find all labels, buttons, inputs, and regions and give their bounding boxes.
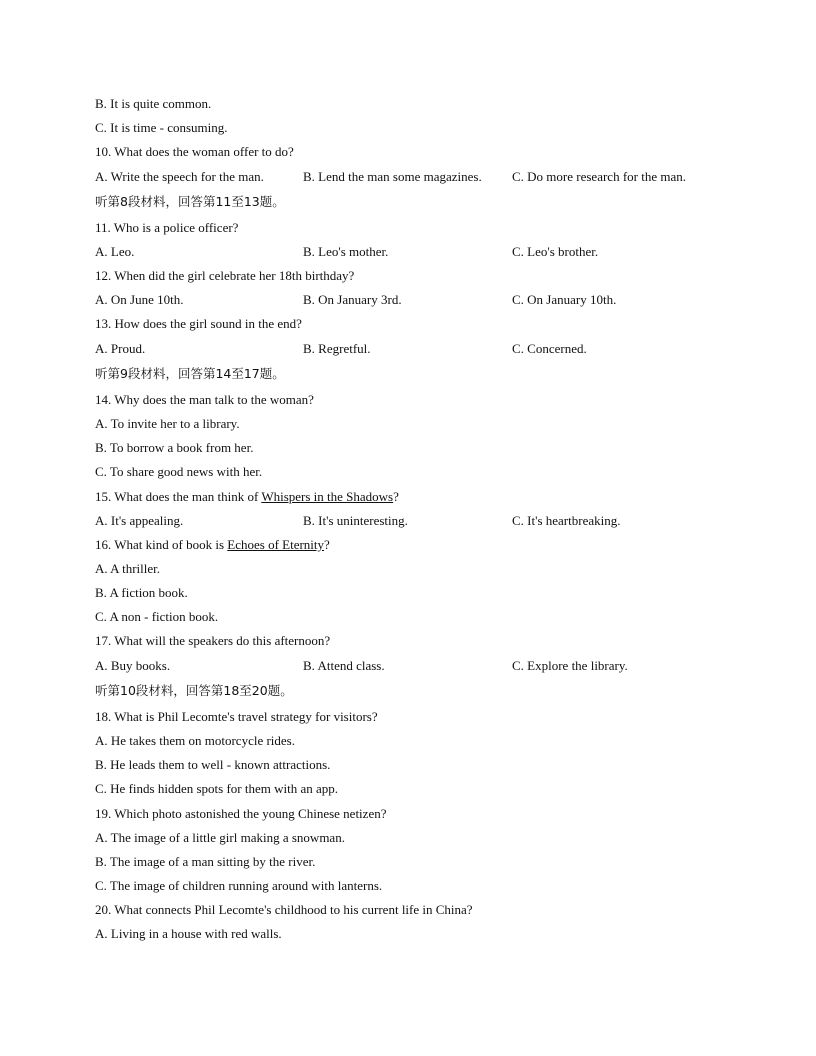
- question-18-stem: 18. What is Phil Lecomte's travel strategy for visitors?: [95, 709, 378, 724]
- question-16-stem: [95, 537, 330, 553]
- line-q9-c: C. It is time - consuming.: [95, 120, 228, 135]
- option-b: B. Leo's mother.: [303, 244, 389, 259]
- option-a: A. Proud.: [95, 341, 146, 356]
- option-c: C. Do more research for the man.: [512, 169, 686, 184]
- stem-end: ?: [324, 537, 330, 552]
- option-c: C. Leo's brother.: [512, 244, 599, 259]
- question-19-stem: 19. Which photo astonished the young Chinese netizen?: [95, 806, 387, 821]
- option-b: B. Regretful.: [303, 341, 371, 356]
- option-c: C. Explore the library.: [512, 658, 628, 673]
- question-20-option-a: A. Living in a house with red walls.: [95, 926, 282, 941]
- question-19-option-a: A. The image of a little girl making a snowman.: [95, 830, 345, 845]
- question-14-option-b: B. To borrow a book from her.: [95, 440, 254, 455]
- option-b: B. It's uninteresting.: [303, 513, 408, 528]
- book-title: Echoes of Eternity: [227, 537, 325, 552]
- question-16-option-c: C. A non - fiction book.: [95, 609, 219, 624]
- question-18-option-a: A. He takes them on motorcycle rides.: [95, 733, 295, 748]
- option-a: A. Write the speech for the man.: [95, 169, 264, 184]
- question-11-stem: 11. Who is a police officer?: [95, 220, 239, 235]
- question-20-stem: 20. What connects Phil Lecomte's childhood to his current life in China?: [95, 902, 473, 917]
- question-19-option-b: B. The image of a man sitting by the river.: [95, 854, 316, 869]
- option-a: A. Leo.: [95, 244, 135, 259]
- option-a: A. On June 10th.: [95, 292, 184, 307]
- question-16-option-b: B. A fiction book.: [95, 585, 188, 600]
- section-8-instruction: 听第8段材料，回答第11至13题。: [95, 194, 285, 209]
- question-16-option-a: A. A thriller.: [95, 561, 160, 576]
- book-title: Whispers in the Shadows: [261, 489, 394, 504]
- stem-text: 15. What does the man think of: [95, 489, 262, 504]
- option-b: B. Attend class.: [303, 658, 385, 673]
- question-15-stem: [95, 489, 399, 505]
- section-9-instruction: 听第9段材料，回答第14至17题。: [95, 366, 285, 381]
- question-14-option-a: A. To invite her to a library.: [95, 416, 240, 431]
- line-q9-b: B. It is quite common.: [95, 96, 212, 111]
- question-14-option-c: C. To share good news with her.: [95, 464, 263, 479]
- question-19-option-c: C. The image of children running around with lanterns.: [95, 878, 383, 893]
- option-c: C. It's heartbreaking.: [512, 513, 621, 528]
- stem-text: 16. What kind of book is: [95, 537, 228, 552]
- option-b: B. On January 3rd.: [303, 292, 402, 307]
- question-10-stem: 10. What does the woman offer to do?: [95, 144, 294, 159]
- question-12-stem: 12. When did the girl celebrate her 18th birthday?: [95, 268, 355, 283]
- question-18-option-b: B. He leads them to well - known attractions.: [95, 757, 331, 772]
- option-c: C. On January 10th.: [512, 292, 617, 307]
- question-17-stem: 17. What will the speakers do this afternoon?: [95, 633, 331, 648]
- question-13-stem: 13. How does the girl sound in the end?: [95, 316, 302, 331]
- stem-end: ?: [393, 489, 399, 504]
- option-a: A. Buy books.: [95, 658, 171, 673]
- option-c: C. Concerned.: [512, 341, 587, 356]
- question-14-stem: 14. Why does the man talk to the woman?: [95, 392, 314, 407]
- option-a: A. It's appealing.: [95, 513, 184, 528]
- option-b: B. Lend the man some magazines.: [303, 169, 482, 184]
- section-10-instruction: 听第10段材料，回答第18至20题。: [95, 683, 293, 698]
- question-18-option-c: C. He finds hidden spots for them with an app.: [95, 781, 338, 796]
